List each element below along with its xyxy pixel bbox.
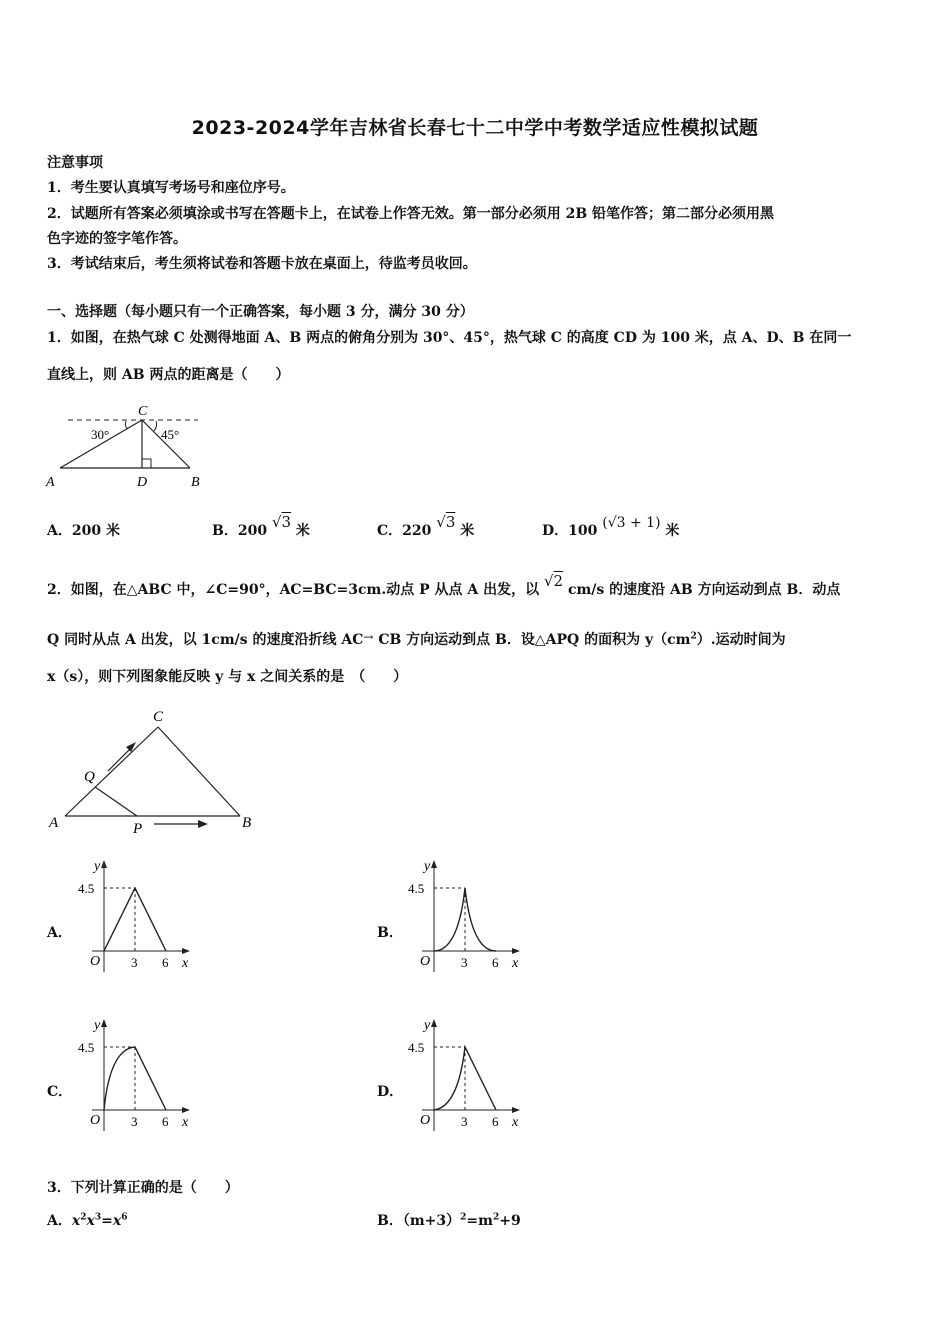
math-var: x: [86, 1213, 95, 1229]
math-expr: +9: [499, 1213, 521, 1229]
q1-figure: [40, 398, 215, 493]
math-exp: 2: [492, 1212, 500, 1223]
q3-option-b[interactable]: [377, 1210, 521, 1230]
label-b: B: [191, 475, 200, 490]
y-tick-label: 4.5: [78, 1040, 95, 1055]
y-axis-label: y: [94, 859, 101, 874]
q2-stem-line3: x（s），则下列图象能反映 y 与 x 之间关系的是 （ ）: [47, 669, 408, 685]
segment-ac: [65, 727, 158, 816]
math-exp: 6: [121, 1212, 128, 1223]
x-tick-label: 6: [492, 955, 499, 970]
q1-option-d-expr: (√3 + 1): [602, 515, 661, 531]
math-expr: （m+3）: [402, 1213, 461, 1229]
x-axis-label: x: [512, 1115, 519, 1130]
q1-option-d-suffix: 米: [665, 523, 680, 539]
sqrt-symbol: √3: [271, 513, 292, 531]
label-b: B: [242, 815, 252, 831]
y-tick-label: 4.5: [408, 1040, 425, 1055]
q1-option-b-radicand: 3: [281, 513, 292, 531]
label-p: P: [133, 821, 143, 837]
q3-option-a[interactable]: [47, 1210, 127, 1230]
q2-line2-part-c: ）.运动时间为: [696, 632, 786, 648]
y-tick-label: 4.5: [78, 881, 95, 896]
q2-option-a-graph[interactable]: [78, 852, 198, 977]
label-q: Q: [84, 769, 95, 785]
q1-option-b-suffix: 米: [295, 523, 310, 539]
sqrt-symbol: √2: [543, 572, 564, 590]
origin-label: O: [90, 954, 101, 969]
y-tick-label: 4.5: [408, 881, 425, 896]
q1-option-c-suffix: 米: [460, 523, 475, 539]
x-tick-label: 3: [461, 955, 468, 970]
label-angle-30: 30°: [91, 427, 110, 442]
angle-arc-45: [154, 421, 157, 431]
label-angle-45: 45°: [161, 427, 180, 442]
x-tick-label: 6: [162, 955, 169, 970]
notice-item: 1．考生要认真填写考场号和座位序号。: [47, 180, 295, 196]
q1-option-c-radicand: 3: [445, 513, 456, 531]
arrow-head-icon: [126, 742, 136, 752]
q2-line1-part-b: cm/s 的速度沿 AB 方向运动到点 B．动点: [567, 582, 841, 598]
x-axis-label: x: [512, 956, 519, 971]
q1-option-b-prefix: B．200: [212, 523, 268, 539]
q2-option-b-label[interactable]: B．: [377, 925, 403, 941]
q2-option-b-graph[interactable]: [408, 852, 528, 977]
q2-stem-line1: [47, 572, 841, 599]
right-angle-mark: [142, 459, 151, 468]
x-tick-label: 3: [131, 1114, 138, 1129]
q2-option-d-label[interactable]: D．: [377, 1084, 404, 1100]
q3-stem: 3．下列计算正确的是（ ）: [47, 1180, 239, 1196]
label-c: C: [138, 404, 148, 419]
q1-stem-line2: 直线上，则 AB 两点的距离是（ ）: [47, 367, 290, 383]
math-expr: =m: [466, 1213, 493, 1229]
label-a: A: [46, 475, 55, 490]
x-tick-label: 6: [162, 1114, 169, 1129]
arrow-head-icon: [198, 820, 208, 828]
notice-item: 色字迹的签字笔作答。: [47, 231, 187, 247]
q2-option-d-graph[interactable]: [408, 1011, 528, 1136]
math-exp: 2: [460, 1212, 467, 1223]
q2-line2-part-b: CB 方向运动到点 B．设△APQ 的面积为 y（cm: [378, 632, 691, 648]
q1-stem-line1: 1．如图，在热气球 C 处测得地面 A、B 两点的俯角分别为 30°、45°，热气球 C 的高度 CD 为 100 米，点 A、D、B 在同一: [47, 330, 852, 346]
label-d: D: [137, 475, 148, 490]
x-tick-label: 3: [461, 1114, 468, 1129]
q2-option-c-label[interactable]: C．: [47, 1084, 73, 1100]
q1-option-d-prefix: D．100: [542, 523, 598, 539]
origin-label: O: [420, 1113, 431, 1128]
q2-stem-line2: [47, 629, 786, 649]
q1-option-c[interactable]: [377, 513, 475, 540]
q1-option-c-prefix: C．220: [377, 523, 432, 539]
math-exp: 3: [94, 1212, 102, 1223]
q2-line1-part-a: 2．如图，在△ABC 中，∠C=90°，AC=BC=3cm.动点 P 从点 A 出发，以: [47, 582, 540, 598]
y-axis-label: y: [424, 859, 431, 874]
math-var: x: [71, 1213, 81, 1229]
x-tick-label: 6: [492, 1114, 499, 1129]
section-heading: 一、选择题（每小题只有一个正确答案，每小题 3 分，满分 30 分）: [47, 304, 474, 320]
x-tick-label: 3: [131, 955, 138, 970]
q1-option-a[interactable]: A．200 米: [47, 523, 120, 539]
math-eq: =x: [101, 1213, 122, 1229]
y-axis-label: y: [94, 1018, 101, 1033]
y-axis-label: y: [424, 1018, 431, 1033]
sqrt-symbol: √3: [436, 513, 456, 531]
origin-label: O: [90, 1113, 101, 1128]
x-axis-label: x: [182, 1115, 189, 1130]
segment-cb: [158, 727, 240, 816]
notice-item: 2．试题所有答案必须填涂或书写在答题卡上，在试卷上作答无效。第一部分必须用 2B 铅笔作答；第二部分必须用黑: [47, 206, 775, 222]
origin-label: O: [420, 954, 431, 969]
segment-qp: [95, 787, 137, 816]
q2-line2-sup: 2: [690, 631, 697, 642]
q2-line2-part-a: Q 同时从点 A 出发，以 1cm/s 的速度沿折线 AC: [47, 632, 364, 648]
q3-option-b-label: B．: [377, 1213, 403, 1229]
math-exp: 2: [80, 1212, 87, 1223]
x-axis-label: x: [182, 956, 189, 971]
q3-option-a-label: A．: [47, 1213, 72, 1229]
arrow-right-icon: →: [363, 630, 374, 644]
notice-item: 3．考试结束后，考生须将试卷和答题卡放在桌面上，待监考员收回。: [47, 256, 477, 272]
page-title: 2023-2024学年吉林省长春七十二中学中考数学适应性模拟试题: [191, 117, 759, 139]
label-c: C: [153, 709, 164, 725]
q1-option-b[interactable]: [212, 513, 310, 540]
q1-option-d[interactable]: [542, 515, 680, 540]
q2-option-c-graph[interactable]: [78, 1011, 198, 1136]
label-a: A: [49, 815, 59, 831]
q2-figure: [40, 703, 270, 838]
notice-heading: 注意事项: [47, 155, 103, 171]
q2-option-a-label[interactable]: A．: [47, 925, 72, 941]
q2-line1-radicand: 2: [553, 572, 564, 590]
